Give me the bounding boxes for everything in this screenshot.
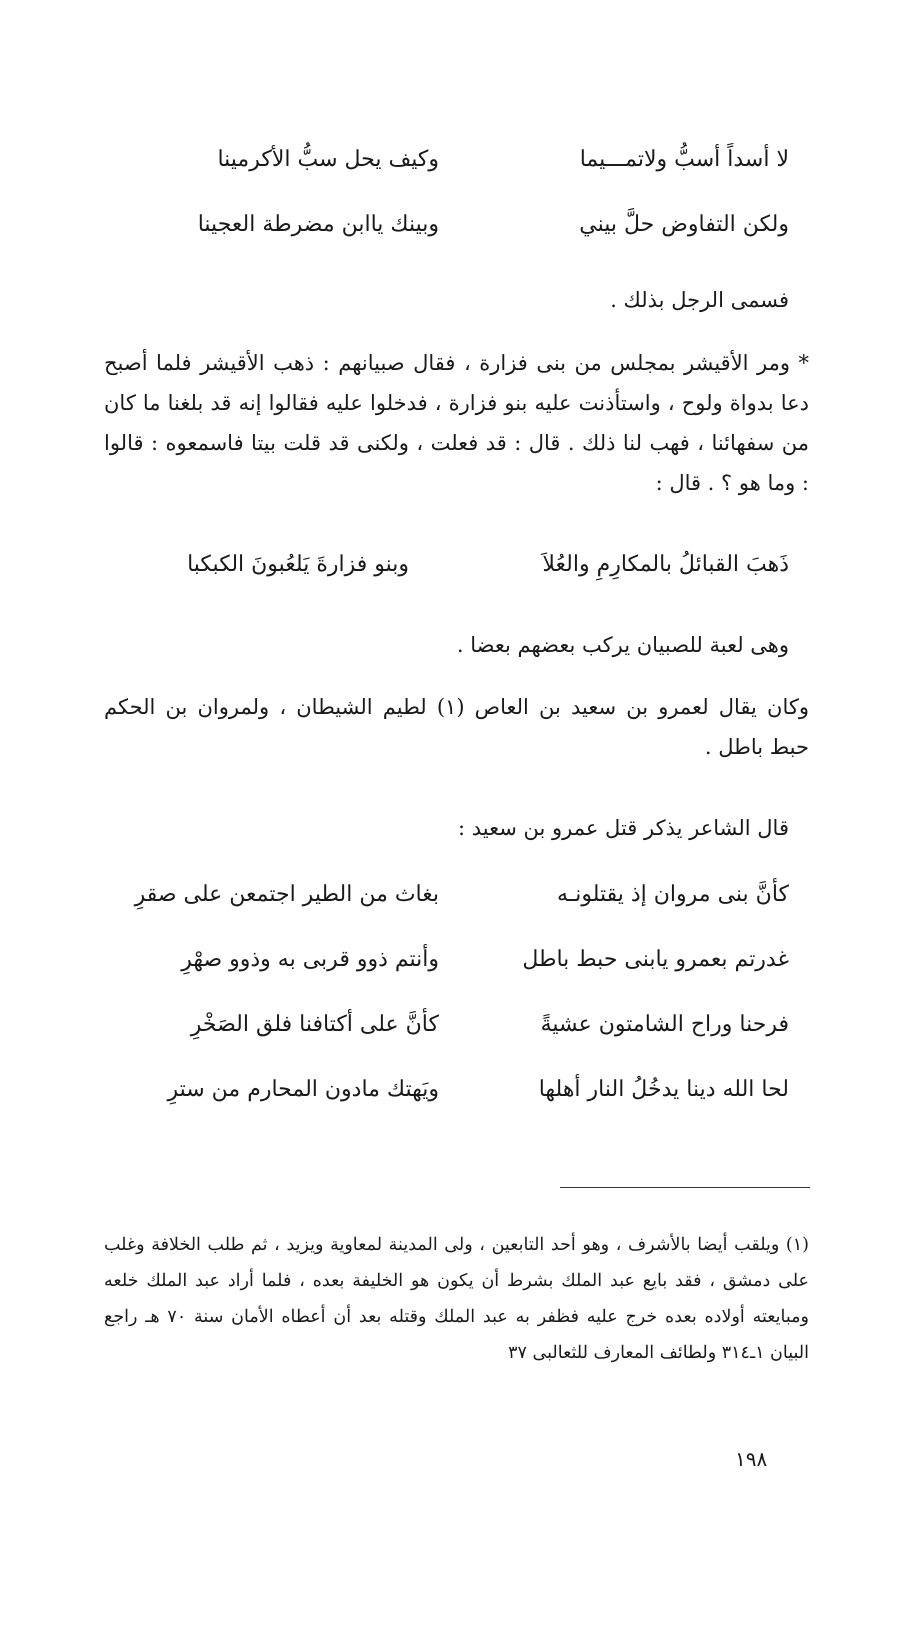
- verse-hemistich-second: وأنتم ذوو قربى به وذوو صهْرِ: [181, 947, 439, 972]
- verse-line: [0, 200, 909, 250]
- verse-hemistich-second: بغاث من الطير اجتمعن على صقرِ: [134, 882, 439, 907]
- verse-hemistich-second: وبنو فزارةَ يَلعُبونَ الكبكبا: [187, 552, 409, 577]
- verse-line: [0, 540, 909, 590]
- naming-line: فسمى الرجل بذلك .: [610, 288, 789, 312]
- game-note: وهى لعبة للصبيان يركب بعضهم بعضا .: [456, 633, 789, 657]
- verse-line: [0, 135, 909, 185]
- footnote: (١) ويلقب أيضا بالأشرف ، وهو أحد التابعين ، ولى المدينة لمعاوية ويزيد ، ثم طلب الخلافة وغلب على دمشق ، فقد بايع عبد الملك بشرط أن يكون هو الخليفة بعده ، فلما أراد عبد الملك خلعه ومبايعته أولاده بعده خرج عليه فظفر به عبد الملك وقتله بعد أن أعطاه الأمان سنة ٧٠ هـ راجع البيان ١ـ٣١٤ ولطائف المعارف للثعالبى ٣٧: [104, 1235, 809, 1363]
- verse-line: [0, 1065, 909, 1115]
- verse-hemistich-second: وكيف يحل سبُّ الأكرمينا: [217, 147, 439, 172]
- verse-hemistich-second: ويَهتك مادون المحارم من سترِ: [167, 1077, 439, 1102]
- verse-hemistich-first: غدرتم بعمرو يابنى حبط باطل: [522, 947, 789, 972]
- poet-intro: قال الشاعر يذكر قتل عمرو بن سعيد :: [457, 816, 789, 840]
- verse-hemistich-second: وبينك ياابن مضرطة العجينا: [197, 212, 439, 237]
- story-paragraph: * ومر الأقيشر بمجلس من بنى فزارة ، فقال صبيانهم : ذهب الأقيشر فلما أصبح دعا بدواة ولوح ، واستأذنت عليه بنو فزارة ، فدخلوا عليه فقالوا إنه قد بلغنا ما كان من سفهائنا ، فهب لنا ذلك . قال : قد فعلت ، ولكنى قد قلت بيتا فاسمعوه : قالوا : وما هو ؟ . قال :: [104, 351, 809, 495]
- footnote-separator: [560, 1187, 810, 1188]
- page-number: ١٩٨: [735, 1447, 768, 1471]
- verse-line: [0, 1000, 909, 1050]
- verse-hemistich-first: لحا الله دينا يدخُلُ النار أهلها: [538, 1077, 789, 1102]
- verse-hemistich-second: كأنَّ على أكتافنا فلق الصَخْرِ: [190, 1012, 439, 1037]
- verse-hemistich-first: لا أسداً أسبُّ ولاتمـــيما: [579, 147, 789, 172]
- verse-line: [0, 935, 909, 985]
- verse-hemistich-first: فرحنا وراح الشامتون عشيةً: [540, 1012, 789, 1037]
- verse-hemistich-first: ولكن التفاوض حلَّ بيني: [579, 212, 789, 237]
- verse-line: [0, 870, 909, 920]
- verse-hemistich-first: كأنَّ بنى مروان إذ يقتلونـه: [556, 882, 789, 907]
- verse-hemistich-first: ذَهبَ القبائلُ بالمكارِمِ والعُلاَ: [542, 552, 789, 577]
- nickname-paragraph: وكان يقال لعمرو بن سعيد بن العاص (١) لطيم الشيطان ، ولمروان بن الحكم حبط باطل .: [104, 695, 809, 759]
